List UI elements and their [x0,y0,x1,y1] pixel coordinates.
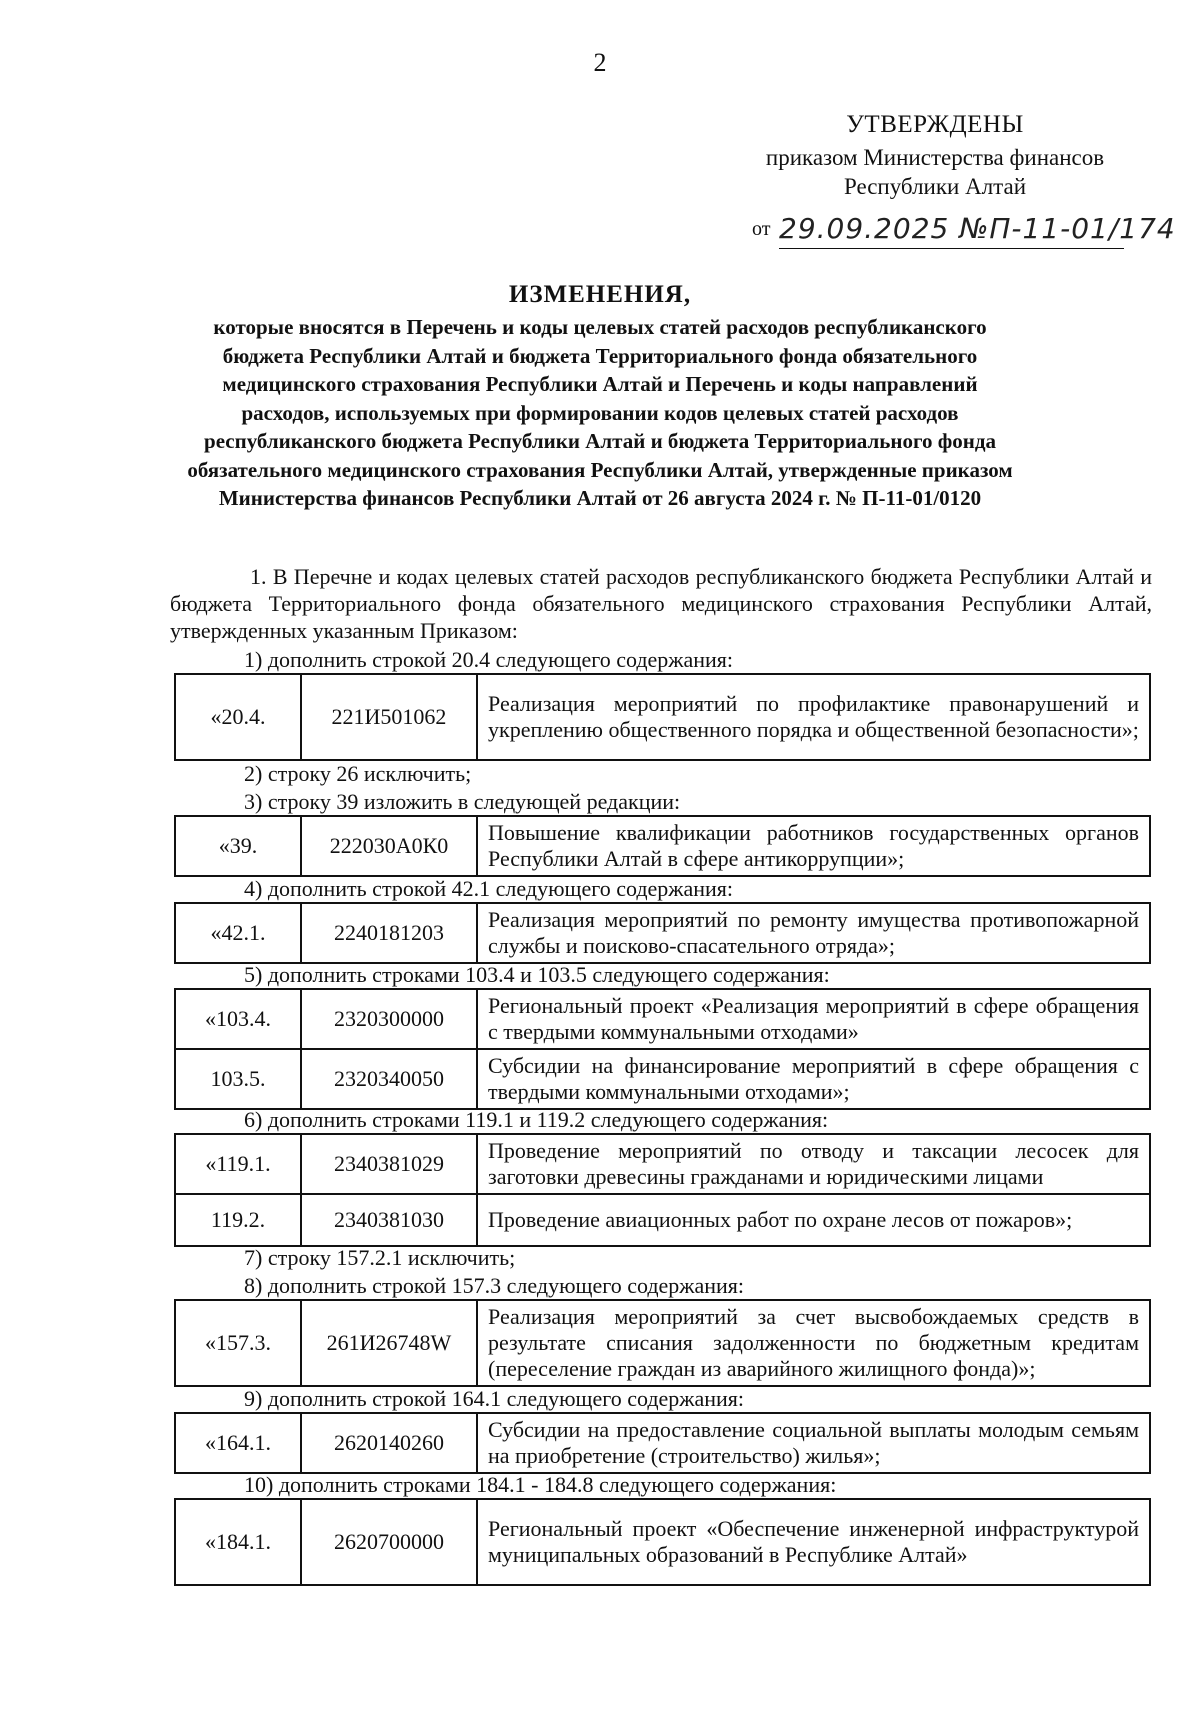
row-text: Проведение авиационных работ по охране лесов от пожаров»; [477,1194,1150,1246]
list-item-2: 2) строку 26 исключить; [244,761,472,786]
table-row-20-4 [174,673,1151,761]
row-code: 2340381030 [301,1194,477,1246]
approval-date-prefix: от [752,218,771,240]
row-code: 2240181203 [301,903,477,963]
row-code: 2620700000 [301,1499,477,1585]
table-row-164-1 [174,1412,1151,1474]
row-number: 103.5. [175,1049,301,1109]
row-number: «103.4. [175,989,301,1049]
row-number: 119.2. [175,1194,301,1246]
row-text: Субсидии на финансирование мероприятий в сфере обращения с твердыми коммунальными отходами»; [477,1049,1150,1109]
table-row [175,674,1150,760]
list-item-8: 8) дополнить строкой 157.3 следующего содержания: [244,1273,745,1298]
row-number: «184.1. [175,1499,301,1585]
row-text: Реализация мероприятий по профилактике правонарушений и укреплению общественного порядка и общественной безопасности»; [477,674,1150,760]
table-row [175,1049,1150,1109]
list-item-4: 4) дополнить строкой 42.1 следующего содержания: [244,876,734,901]
row-code: 2320300000 [301,989,477,1049]
table-row [175,903,1150,963]
row-text: Повышение квалификации работников государственных органов Республики Алтай в сфере антикоррупции»; [477,816,1150,876]
list-item-7: 7) строку 157.2.1 исключить; [244,1245,516,1270]
row-code: 2620140260 [301,1413,477,1473]
document-subtitle: которые вносятся в Перечень и коды целевых статей расходов республиканского бюджета Республики Алтай и бюджета Территориального фонда обязательного медицинского страхования Республики Алтай и Перечень и коды направлений расходов, используемых при формировании кодов целевых статей расходов республиканского бюджета Республики Алтай и бюджета Территориального фонда обязательного медицинского страхования Республики Алтай, утвержденные приказом Министерства финансов Республики Алтай от 26 августа 2024 г. № П-11-01/0120 [187,315,1013,510]
row-text: Проведение мероприятий по отводу и таксации лесосек для заготовки древесины гражданами и юридическими лицами [477,1134,1150,1194]
row-code: 222030А0К0 [301,816,477,876]
table-row [175,1134,1150,1194]
row-code: 2340381029 [301,1134,477,1194]
row-number: «157.3. [175,1300,301,1386]
intro-paragraph: 1. В Перечне и кодах целевых статей расходов республиканского бюджета Республики Алтай и бюджета Территориального фонда обязательного медицинского страхования Республики Алтай, утвержденных указанным Приказом: [170,564,1152,643]
table-row-184-1 [174,1498,1151,1586]
table-row-42-1 [174,902,1151,964]
table-rows-119 [174,1133,1151,1247]
document-title: ИЗМЕНЕНИЯ, [508,281,692,308]
row-text: Региональный проект «Реализация мероприятий в сфере обращения с твердыми коммунальными отходами» [477,989,1150,1049]
table-row [175,1499,1150,1585]
list-item-9: 9) дополнить строкой 164.1 следующего содержания: [244,1386,745,1411]
table-row [175,1413,1150,1473]
table-row-39 [174,815,1151,877]
list-item-10: 10) дополнить строками 184.1 - 184.8 следующего содержания: [244,1472,837,1497]
table-row-157-3 [174,1299,1151,1387]
table-rows-103 [174,988,1151,1110]
row-code: 2320340050 [301,1049,477,1109]
row-number: «42.1. [175,903,301,963]
approval-heading: УТВЕРЖДЕНЫ [846,111,1024,138]
row-text: Региональный проект «Обеспечение инженерной инфраструктурой муниципальных образований в Республике Алтай» [477,1499,1150,1585]
row-code: 261И26748W [301,1300,477,1386]
row-number: «119.1. [175,1134,301,1194]
list-item-5: 5) дополнить строками 103.4 и 103.5 следующего содержания: [244,962,830,987]
row-number: «164.1. [175,1413,301,1473]
handwritten-date-number: 29.09.2025 №П-11-01/174 [779,212,1176,245]
list-item-6: 6) дополнить строками 119.1 и 119.2 следующего содержания: [244,1107,829,1132]
list-item-3: 3) строку 39 изложить в следующей редакции: [244,789,681,814]
approval-line-1: приказом Министерства финансов [765,145,1105,170]
table-row [175,989,1150,1049]
row-code: 221И501062 [301,674,477,760]
row-number: «39. [175,816,301,876]
row-text: Реализация мероприятий по ремонту имущества противопожарной службы и поисково-спасательного отряда»; [477,903,1150,963]
page-number: 2 [593,48,607,77]
signature-line [779,248,1124,249]
approval-line-2: Республики Алтай [843,174,1027,199]
row-number: «20.4. [175,674,301,760]
table-row [175,816,1150,876]
table-row [175,1300,1150,1386]
row-text: Реализация мероприятий за счет высвобождаемых средств в результате списания задолженности по бюджетным кредитам (переселение граждан из аварийного жилищного фонда)»; [477,1300,1150,1386]
table-row [175,1194,1150,1246]
row-text: Субсидии на предоставление социальной выплаты молодым семьям на приобретение (строительство) жилья»; [477,1413,1150,1473]
list-item-1: 1) дополнить строкой 20.4 следующего содержания: [244,647,734,672]
